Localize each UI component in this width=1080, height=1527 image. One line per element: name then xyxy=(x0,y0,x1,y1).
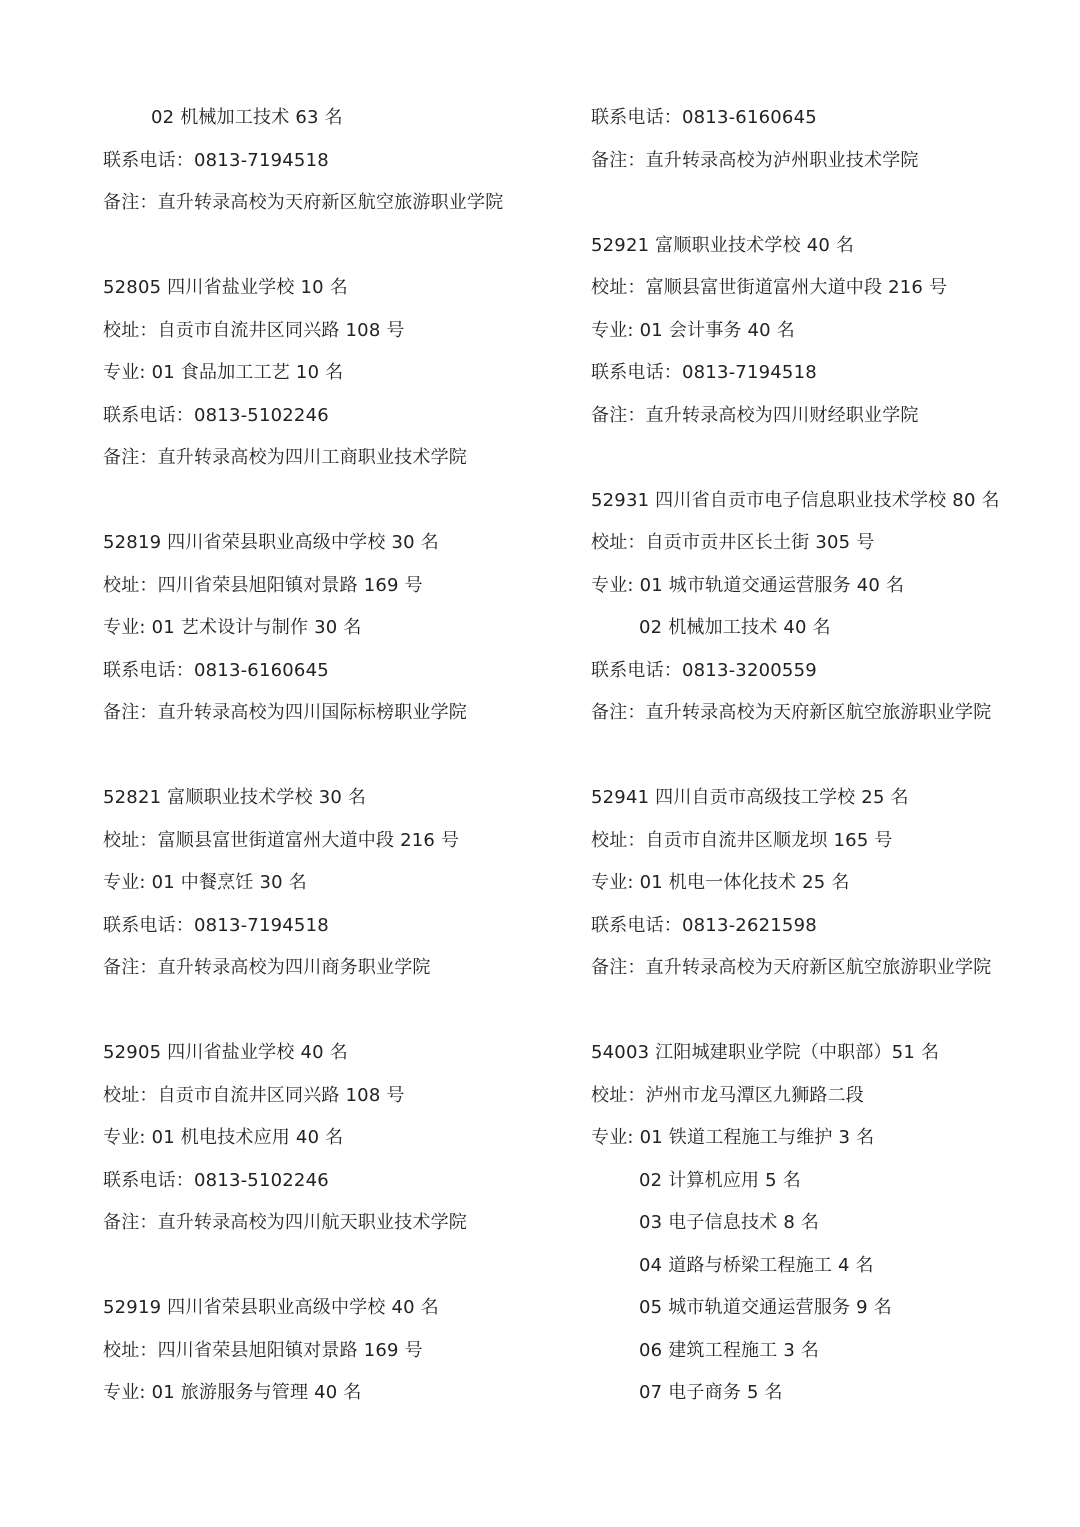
text-line: 54003 江阳城建职业学院（中职部）51 名 xyxy=(591,1042,940,1063)
text-line: 专业: 01 城市轨道交通运营服务 40 名 xyxy=(591,574,905,596)
spacer xyxy=(591,735,1061,778)
spacer xyxy=(103,1245,573,1288)
text-line: 专业: 01 中餐烹饪 30 名 xyxy=(103,872,307,893)
text-line: 52821 富顺职业技术学校 30 名 xyxy=(103,787,367,808)
text-line: 04 道路与桥梁工程施工 4 名 xyxy=(639,1254,874,1276)
spacer xyxy=(591,437,1061,480)
text-line: 校址：四川省荣县旭阳镇对景路 169 号 xyxy=(103,1339,423,1361)
text-line: 校址：富顺县富世街道富州大道中段 216 号 xyxy=(591,277,948,298)
spacer xyxy=(103,735,573,778)
text-line: 52921 富顺职业技术学校 40 名 xyxy=(591,234,855,256)
text-line: 52905 四川省盐业学校 40 名 xyxy=(103,1042,348,1063)
text-line: 备注：直升转录高校为四川财经职业学院 xyxy=(591,404,919,426)
text-line: 联系电话：0813-6160645 xyxy=(103,659,329,681)
text-line: 02 机械加工技术 63 名 xyxy=(151,107,343,128)
right-column xyxy=(591,97,1061,1415)
text-line: 联系电话：0813-7194518 xyxy=(103,149,329,171)
text-line: 备注：直升转录高校为泸州职业技术学院 xyxy=(591,149,919,171)
text-line: 备注：直升转录高校为天府新区航空旅游职业学院 xyxy=(591,702,992,723)
text-line: 联系电话：0813-3200559 xyxy=(591,659,817,681)
text-line: 52941 四川自贡市高级技工学校 25 名 xyxy=(591,787,909,808)
text-line: 备注：直升转录高校为天府新区航空旅游职业学院 xyxy=(591,957,992,978)
text-line: 02 机械加工技术 40 名 xyxy=(639,617,831,638)
text-line: 06 建筑工程施工 3 名 xyxy=(639,1339,820,1361)
text-line: 备注：直升转录高校为四川商务职业学院 xyxy=(103,957,431,978)
text-line: 备注：直升转录高校为四川工商职业技术学院 xyxy=(103,447,467,468)
text-line: 专业: 01 铁道工程施工与维护 3 名 xyxy=(591,1127,875,1148)
text-line: 校址：自贡市自流井区顺龙坝 165 号 xyxy=(591,829,893,851)
text-line: 07 电子商务 5 名 xyxy=(639,1382,783,1403)
text-line: 联系电话：0813-7194518 xyxy=(591,362,817,383)
text-line: 52819 四川省荣县职业高级中学校 30 名 xyxy=(103,532,439,553)
text-line: 专业: 01 艺术设计与制作 30 名 xyxy=(103,617,362,638)
text-line: 校址：自贡市自流井区同兴路 108 号 xyxy=(103,319,405,341)
text-line: 备注：直升转录高校为四川国际标榜职业学院 xyxy=(103,702,467,723)
left-column xyxy=(103,97,573,1415)
spacer xyxy=(103,990,573,1033)
spacer xyxy=(591,182,1061,225)
spacer xyxy=(591,990,1061,1033)
text-line: 专业: 01 食品加工工艺 10 名 xyxy=(103,362,344,383)
spacer xyxy=(103,225,573,268)
text-line: 联系电话：0813-2621598 xyxy=(591,914,817,936)
text-line: 52931 四川省自贡市电子信息职业技术学校 80 名 xyxy=(591,489,1000,511)
text-line: 备注：直升转录高校为四川航天职业技术学院 xyxy=(103,1212,467,1233)
text-line: 校址：自贡市贡井区长土街 305 号 xyxy=(591,532,875,553)
text-line: 联系电话：0813-7194518 xyxy=(103,914,329,936)
text-line: 校址：泸州市龙马潭区九狮路二段 xyxy=(591,1084,864,1106)
text-line: 05 城市轨道交通运营服务 9 名 xyxy=(639,1297,892,1318)
text-line: 联系电话：0813-5102246 xyxy=(103,404,329,426)
text-line: 02 计算机应用 5 名 xyxy=(639,1169,801,1191)
spacer xyxy=(103,480,573,523)
text-line: 专业: 01 旅游服务与管理 40 名 xyxy=(103,1382,362,1403)
text-line: 联系电话：0813-6160645 xyxy=(591,107,817,128)
text-line: 专业: 01 会计事务 40 名 xyxy=(591,319,795,341)
text-line: 专业: 01 机电技术应用 40 名 xyxy=(103,1127,344,1148)
text-line: 校址：富顺县富世街道富州大道中段 216 号 xyxy=(103,829,460,851)
text-line: 52919 四川省荣县职业高级中学校 40 名 xyxy=(103,1297,439,1318)
text-line: 03 电子信息技术 8 名 xyxy=(639,1212,820,1233)
text-line: 联系电话：0813-5102246 xyxy=(103,1169,329,1191)
text-line: 校址：自贡市自流井区同兴路 108 号 xyxy=(103,1084,405,1106)
text-line: 校址：四川省荣县旭阳镇对景路 169 号 xyxy=(103,574,423,596)
text-line: 专业: 01 机电一体化技术 25 名 xyxy=(591,872,850,893)
text-line: 52805 四川省盐业学校 10 名 xyxy=(103,277,348,298)
text-line: 备注：直升转录高校为天府新区航空旅游职业学院 xyxy=(103,192,504,213)
